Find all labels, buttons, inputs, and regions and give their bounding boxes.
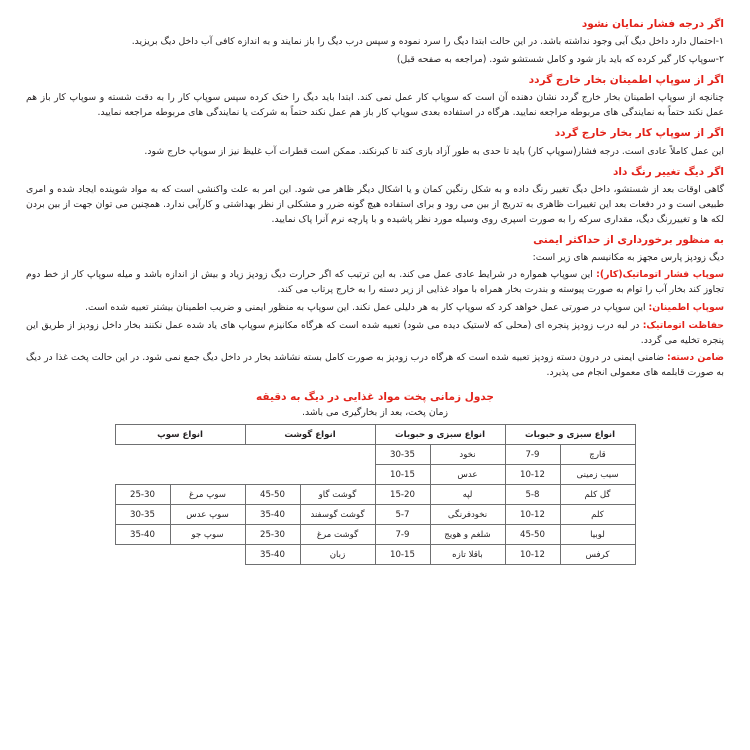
- table-cell: کرفس: [560, 545, 635, 565]
- table-cell: باقلا تازه: [430, 545, 505, 565]
- safety-item-text: ضامنی ایمنی در درون دسته زودپز تعبیه شده است که هرگاه درب زودپز به صورت کامل بسته نشاشد بخار در داخل دیگ جمع نمی شود. در این حالت پخت غذا در دیگ به صورت قابلمه های معمولی انجام می پذیرد.: [26, 352, 724, 379]
- table-column-header-veg2: انواع سبزی و حبوبات: [375, 425, 505, 445]
- table-cell: گوشت مرغ: [300, 525, 375, 545]
- table-cell: گوشت گوسفند: [300, 505, 375, 525]
- table-cell: شلغم و هویج: [430, 525, 505, 545]
- table-row: [115, 545, 635, 565]
- safety-item-label: ضامن دسته:: [667, 352, 724, 364]
- table-cell: نخود: [430, 445, 505, 465]
- table-cell-empty: [300, 465, 375, 485]
- table-cell: سوپ جو: [170, 525, 245, 545]
- safety-item-label: سوپاپ اطمینان:: [648, 301, 724, 313]
- section-heading: اگر از سوپاپ کار بخار خارج گردد: [554, 127, 724, 140]
- table-cell: 45-50: [505, 525, 560, 545]
- table-cell: 7-9: [375, 525, 430, 545]
- table-column-header-soup: انواع سوپ: [115, 425, 245, 445]
- table-cell: 25-30: [245, 525, 300, 545]
- table-column-header-meat: انواع گوشت: [245, 425, 375, 445]
- cooking-time-table: [115, 424, 636, 565]
- table-cell: سوپ مرغ: [170, 485, 245, 505]
- table-row: [115, 465, 635, 485]
- table-cell: 25-30: [115, 485, 170, 505]
- safety-item-automatic-protection: [26, 319, 724, 349]
- section-paragraph: گاهی اوقات بعد از شستشو، داخل دیگ تغییر رنگ داده و به شکل رنگین کمان و یا اشکال دیگر ظاهر می شود. این امر به علت واکنشی است که به مواد شوینده ایجاد شده و امری طبیعی است و در دفعات بعد این تغییرات ظاهری به تدریج از بین می رود و برای استفاده هیچ گونه ضرر و مشکلی از نظر بهداشتی و کارآیی ندارد. همچنین می توان جهت از بین بردن لکه ها و تغییررنگ دیگ، مقداری سرکه را به صورت اسپری روی وسیله مورد نظر پاشیده و با پارچه نرم آنرا پاک نمایید.: [26, 183, 724, 225]
- section-pressure-not-showing: [26, 18, 724, 67]
- table-header-row: [115, 425, 635, 445]
- table-cell: لوبیا: [560, 525, 635, 545]
- table-cell: نخودفرنگی: [430, 505, 505, 525]
- table-cell: 45-50: [245, 485, 300, 505]
- safety-item-text: در لبه درب زودپز پنجره ای (محلی که لاستیک دیده می شود) تعبیه شده است که هرگاه مکانیزم سوپاپ های یاد شده عمل نکنند بخار داخل زودپز از طریق این پنجره تخلیه می گردد.: [26, 319, 724, 346]
- table-cell: 35-40: [245, 545, 300, 565]
- table-title: جدول زمانی پخت مواد غذایی در دیگ به دقیقه: [256, 391, 494, 404]
- section-heading: اگر دیگ تغییر رنگ داد: [612, 165, 724, 178]
- table-cell: 10-15: [375, 545, 430, 565]
- table-cell: سوپ عدس: [170, 505, 245, 525]
- safety-item-label: سوپاپ فشار اتوماتیک(کار):: [596, 269, 724, 281]
- table-cell: لپه: [430, 485, 505, 505]
- table-cell: 5-8: [505, 485, 560, 505]
- table-cell-empty: [115, 465, 170, 485]
- table-cell-empty: [170, 465, 245, 485]
- table-cell: زبان: [300, 545, 375, 565]
- table-row: [115, 445, 635, 465]
- section-paragraph: این عمل کاملاً عادی است. درجه فشار(سوپاپ کار) باید تا حدی به طور آزاد بازی کند تا کبرنکند. ممکن است قطرات آب غلیظ نیز از سوپاپ خارج شود.: [144, 145, 724, 157]
- table-subtitle: زمان پخت، بعد از بخارگیری می باشد.: [302, 407, 448, 419]
- table-cell: 10-12: [505, 465, 560, 485]
- section-safety-valve-steam: [26, 74, 724, 120]
- safety-item-text: این سوپاپ همواره در شرایط عادی عمل می کند. به این ترتیب که اگر حرارت دیگ زودپز زیاد و بیش از اندازه باشد و میله سوپاپ کار از خط دوم تجاوز کند بخار آب را توام به صورت پیوسته و بندرت بخار همراه با مواد غذایی از زیر دسته را به خارج پرتاب می کند.: [26, 269, 724, 295]
- table-cell: کلم: [560, 505, 635, 525]
- section-paragraph: ۱-احتمال دارد داخل دیگ آبی وجود نداشته باشد. در این حالت ابتدا دیگ را سرد نموده و سپس درب دیگ را باز نمایند و به اندازه کافی آب داخل دیگ بریزید.: [131, 36, 724, 48]
- safety-item-handle-latch: [26, 351, 724, 381]
- table-cell: 15-20: [375, 485, 430, 505]
- table-cell: گوشت گاو: [300, 485, 375, 505]
- safety-item-automatic-pressure-valve: [26, 268, 724, 298]
- table-cell: 35-40: [115, 525, 170, 545]
- table-body: [115, 445, 635, 565]
- section-maximum-safety: [26, 234, 724, 381]
- section-paragraph: چنانچه از سوپاپ اطمینان بخار خارج گردد نشان دهنده آن است که سوپاپ کار عمل نمی کند. ابتدا باید دیگ را خنک کرده سپس سوپاپ کار را به دقت شسته و سوپاپ کار باز هم عمل نکند حتماً به نمایندگی های مربوطه مراجعه نمایید. هرگاه در استفاده بعدی سوپاپ کار باز هم عمل نکند حتماً به شرکت یا نمایندگی های مربوطه مراجعه نمایید.: [26, 92, 724, 119]
- table-cell: قارچ: [560, 445, 635, 465]
- table-row: [115, 505, 635, 525]
- table-cell: عدس: [430, 465, 505, 485]
- table-cell-empty: [245, 465, 300, 485]
- safety-item-text: این سوپاپ در صورتی عمل خواهد کرد که سوپاپ کار به هر دلیلی عمل نکند. این سوپاپ به منظور ایمنی و ضریب اطمینان بیشتر تعبیه شده است.: [85, 301, 649, 313]
- section-paragraph: دیگ زودپز پارس مجهز به مکانیسم های زیر است:: [532, 252, 724, 263]
- table-cell-empty: [245, 445, 300, 465]
- table-cell: 30-35: [375, 445, 430, 465]
- table-cell: 10-12: [505, 505, 560, 525]
- section-heading: اگر از سوپاپ اطمینان بخار خارج گردد: [528, 74, 724, 87]
- table-cell-empty: [115, 545, 170, 565]
- section-working-valve-steam: [26, 127, 724, 158]
- section-heading: اگر درجه فشار نمایان نشود: [581, 18, 724, 30]
- table-cell: 10-12: [505, 545, 560, 565]
- table-column-header-veg1: انواع سبزی و حبوبات: [505, 425, 635, 445]
- table-cell: 7-9: [505, 445, 560, 465]
- table-cell: 10-15: [375, 465, 430, 485]
- table-cell-empty: [115, 445, 170, 465]
- table-cell-empty: [300, 445, 375, 465]
- table-cell: 35-40: [245, 505, 300, 525]
- cooking-time-table-block: [26, 391, 724, 565]
- section-heading: به منظور برخورداری از حداکثر ایمنی: [533, 233, 724, 246]
- section-paragraph: ۲-سوپاپ کار گیر کرده که باید باز شود و کامل شستشو شود. (مراجعه به صفحه قبل): [396, 54, 724, 66]
- table-cell: 30-35: [115, 505, 170, 525]
- safety-item-label: حفاظت اتوماتیک:: [642, 319, 724, 331]
- table-row: [115, 485, 635, 505]
- table-cell: سیب زمینی: [560, 465, 635, 485]
- table-cell-empty: [170, 545, 245, 565]
- table-row: [115, 525, 635, 545]
- safety-item-safety-valve: [26, 301, 724, 316]
- table-cell-empty: [170, 445, 245, 465]
- table-cell: گل کلم: [560, 485, 635, 505]
- table-cell: 5-7: [375, 505, 430, 525]
- section-color-change: [26, 166, 724, 227]
